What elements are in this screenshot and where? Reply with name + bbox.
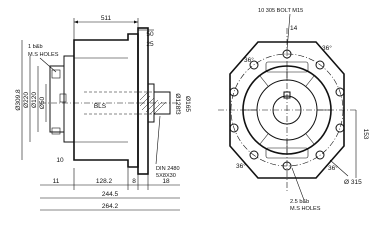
bolt-note: 10 305 BOLT M15 — [258, 8, 304, 14]
side-view — [15, 15, 191, 210]
left-flange-ring — [64, 56, 74, 142]
dim-264-2: 264.2 — [101, 203, 119, 210]
dim-18: 18 — [162, 178, 170, 185]
dim-bottom-10: 10 — [56, 157, 64, 164]
dim-shaft-face: 25 — [146, 41, 154, 48]
dim-8: 8 — [132, 178, 136, 185]
left-diameters — [15, 40, 46, 160]
dim-top-length: 511 — [100, 15, 112, 22]
holes-note-bot-2: 2.5 b&b — [290, 199, 310, 205]
din-note-2: 5X8X30 — [156, 173, 176, 179]
dia-315: Ø 315 — [344, 179, 362, 186]
front-view — [218, 8, 369, 212]
dim-dia-120: Ø120 — [31, 92, 38, 108]
dim-153: 153 — [362, 128, 369, 140]
dim-14: 14 — [290, 25, 298, 32]
bolt-hole — [230, 88, 238, 96]
dim-dia-128: Ø128f3 — [174, 93, 181, 115]
dim-dia-165: Ø165 — [184, 96, 191, 112]
angle-36-a: 36° — [244, 57, 254, 64]
dim-dia-309: Ø309.8 — [15, 89, 22, 111]
holes-note-top-2: M.S HOLES — [28, 52, 59, 58]
holes-note-bot-1: M.S HOLES — [290, 206, 321, 212]
dim-128-2: 128.2 — [95, 178, 113, 185]
mounting-flange — [138, 28, 148, 174]
holes-note-top-1: 1 b&b — [28, 44, 43, 50]
bolt-hole — [336, 124, 344, 132]
angle-36-b: 36° — [322, 45, 332, 52]
angle-36-c: 36° — [236, 163, 246, 170]
motor-body — [74, 34, 138, 167]
angle-36-d: 36° — [328, 165, 338, 172]
dim-dia-50: Ø50 — [39, 96, 46, 110]
bore-label: BLS — [93, 103, 107, 110]
dim-flange-width: 50 — [146, 31, 154, 38]
din-note-1: DIN 2480 — [156, 166, 180, 172]
dim-dia-220: Ø220 — [23, 92, 30, 108]
dim-11: 11 — [52, 178, 60, 185]
dim-244-5: 244.5 — [101, 191, 119, 198]
